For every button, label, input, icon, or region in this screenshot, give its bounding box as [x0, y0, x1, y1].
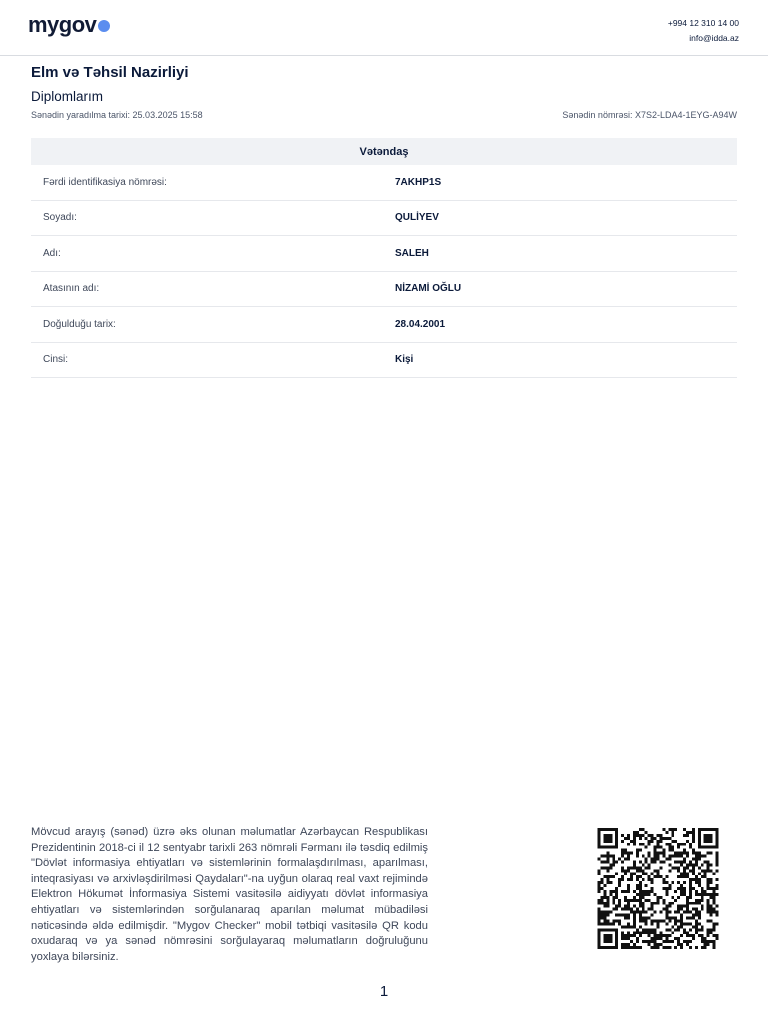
mygov-logo[interactable]	[28, 12, 110, 38]
row-label: Soyadı:	[43, 212, 77, 224]
section-title: Diplomlarım	[31, 89, 104, 104]
page-header	[0, 0, 768, 56]
legal-disclaimer: Mövcud arayış (sənəd) üzrə əks olunan məlumatlar Azərbaycan Respublikası Prezidentinin 2018-ci il 12 sentyabr tarixli 263 nömrəli Fərmanı ilə təsdiq edilmiş "Dövlət informasiya ehtiyatları və sistemlərinin formalaşdırılması, aparılması, inteqrasiyası və arxivləşdirilməsi Qaydaları"-na uyğun olaraq real vaxt rejimində Elektron Hökumət İnformasiya Sistemi vasitəsilə aidiyyatı dövlət informasiya ehtiyatları və sistemlərindən sorğulanaraq aparılan məlumat mübadiləsi nəticəsində əldə edilmişdir. "Mygov Checker" mobil tətbiqi vasitəsilə QR kodu oxudaraq və ya sənəd nömrəsini sorğulayaraq məlumatların doğruluğunu yoxlaya bilərsiniz.	[31, 826, 428, 963]
phone-number[interactable]: +994 12 310 14 00	[667, 18, 739, 28]
table-row	[31, 236, 737, 272]
row-value: 7AKHP1S	[395, 176, 442, 188]
document-number: Sənədin nömrəsi: X7S2-LDA4-1EYG-A94W	[562, 110, 737, 120]
row-label: Cinsi:	[43, 354, 69, 366]
row-label: Fərdi identifikasiya nömrəsi:	[43, 176, 167, 188]
table-row	[31, 165, 737, 201]
logo-dot-icon	[98, 20, 110, 32]
row-label: Atasının adı:	[43, 283, 100, 295]
citizen-table	[31, 138, 737, 378]
table-row	[31, 201, 737, 237]
row-value: NİZAMİ OĞLU	[395, 283, 462, 295]
row-label: Adı:	[43, 247, 61, 259]
row-value: Kişi	[395, 354, 414, 366]
citizen-table-heading: Vətəndaş	[31, 138, 737, 165]
ministry-title: Elm və Təhsil Nazirliyi	[31, 64, 189, 81]
logo-text: mygov	[28, 12, 97, 37]
document-meta	[31, 110, 737, 120]
table-row	[31, 343, 737, 379]
table-row	[31, 307, 737, 343]
email-link[interactable]: info@idda.az	[689, 33, 739, 43]
table-row	[31, 272, 737, 308]
contact-info	[668, 16, 739, 46]
row-value: 28.04.2001	[395, 318, 446, 330]
row-value: SALEH	[395, 247, 429, 259]
document-created-date: Sənədin yaradılma tarixi: 25.03.2025 15:58	[31, 110, 203, 120]
row-label: Doğulduğu tarix:	[43, 318, 116, 330]
page-number: 1	[379, 983, 389, 1000]
qr-code-icon[interactable]	[594, 828, 722, 949]
row-value: QULİYEV	[395, 212, 439, 224]
